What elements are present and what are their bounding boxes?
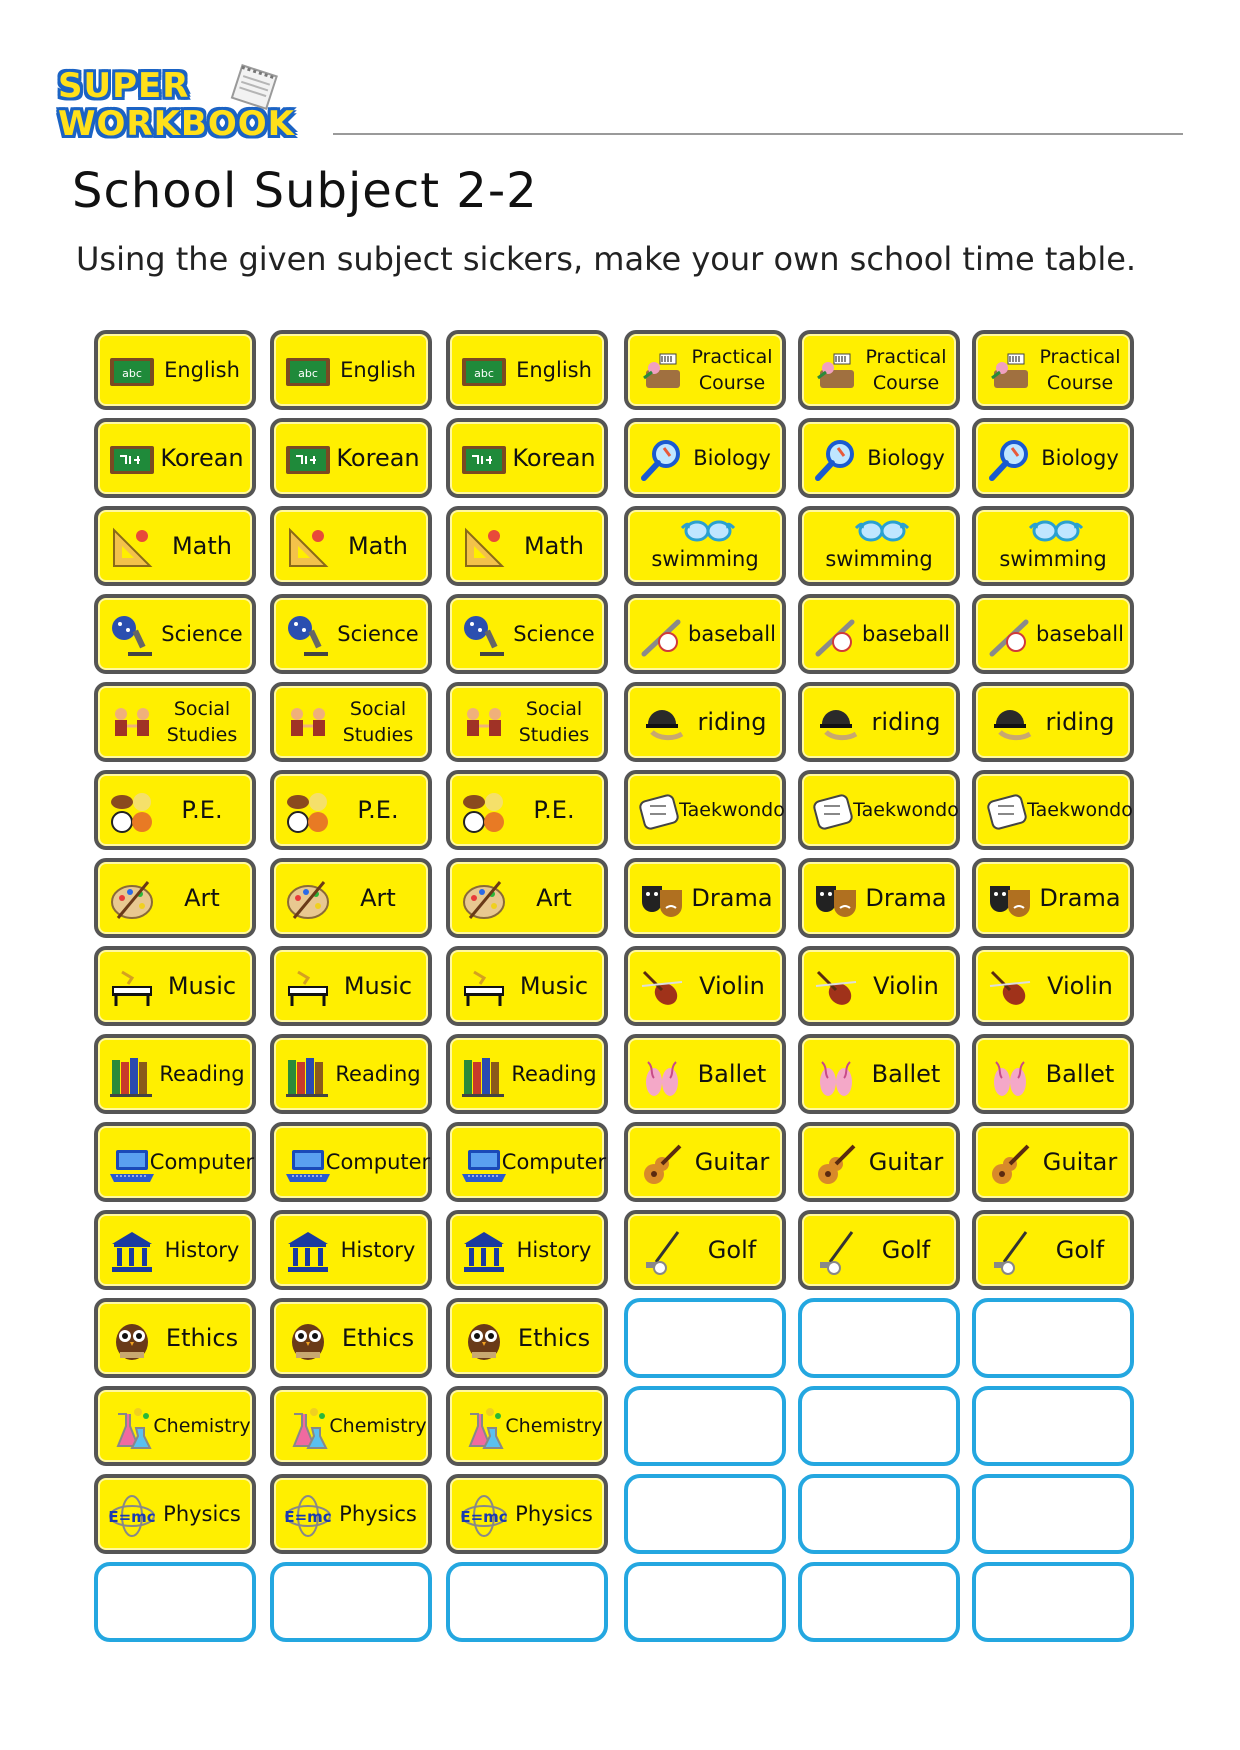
svg-text:E=mc: E=mc — [460, 1508, 508, 1526]
sticker-history[interactable] — [94, 1210, 256, 1290]
theater-masks-icon — [812, 876, 860, 924]
sticker-korean[interactable] — [94, 418, 256, 498]
sticker-label: swimming — [651, 547, 759, 571]
sticker-label: Violin — [699, 972, 765, 1000]
goggles-icon — [854, 516, 910, 546]
sticker-taekwondo[interactable] — [624, 770, 786, 850]
sticker-chemistry[interactable] — [94, 1386, 256, 1466]
sticker-riding[interactable] — [972, 682, 1134, 762]
sticker-label: Ballet — [697, 1060, 767, 1088]
sticker-label: Physics — [515, 1502, 593, 1526]
sticker-violin[interactable] — [624, 946, 786, 1026]
museum-icon — [460, 1228, 508, 1276]
sticker-label: Drama — [865, 884, 947, 912]
sticker-label: Korean — [512, 444, 596, 472]
sticker-label: Chemistry — [153, 1415, 251, 1437]
sticker-reading[interactable] — [94, 1034, 256, 1114]
sticker-guitar[interactable] — [972, 1122, 1134, 1202]
microscope-icon — [108, 612, 156, 660]
sticker-chemistry[interactable] — [270, 1386, 432, 1466]
instructions-text: Using the given subject sickers, make your own school time table. — [76, 240, 1137, 278]
sticker-computer[interactable] — [446, 1122, 608, 1202]
ballet-shoes-icon — [638, 1052, 686, 1100]
guitar-icon — [812, 1140, 860, 1188]
sticker-label: Reading — [511, 1062, 597, 1086]
blank-sticker-slot[interactable] — [446, 1562, 608, 1642]
sticker-label: Social Studies — [518, 698, 590, 746]
sticker-korean[interactable] — [446, 418, 608, 498]
sticker-label: Drama — [691, 884, 773, 912]
ballet-shoes-icon — [986, 1052, 1034, 1100]
microscope-icon — [460, 612, 508, 660]
sticker-english[interactable] — [270, 330, 432, 410]
sticker-drama[interactable] — [798, 858, 960, 938]
sticker-ballet[interactable] — [972, 1034, 1134, 1114]
sticker-ethics[interactable] — [270, 1298, 432, 1378]
blank-sticker-slot[interactable] — [624, 1298, 786, 1378]
violin-icon — [986, 964, 1034, 1012]
ballet-shoes-icon — [812, 1052, 860, 1100]
sticker-riding[interactable] — [624, 682, 786, 762]
sticker-swimming[interactable] — [798, 506, 960, 586]
sticker-social-studies[interactable] — [270, 682, 432, 762]
sticker-label: Computer — [149, 1150, 255, 1174]
sticker-label: Music — [343, 972, 413, 1000]
goggles-icon — [1028, 516, 1084, 546]
emc2-icon — [284, 1492, 332, 1540]
sticker-label: Ballet — [1045, 1060, 1115, 1088]
sticker-ballet[interactable] — [624, 1034, 786, 1114]
baseball-bat-icon — [638, 612, 686, 660]
blank-sticker-slot[interactable] — [972, 1298, 1134, 1378]
sticker-label: Golf — [707, 1236, 757, 1264]
sticker-computer[interactable] — [270, 1122, 432, 1202]
flask-icon — [284, 1404, 332, 1452]
piano-icon — [460, 964, 508, 1012]
sticker-taekwondo[interactable] — [972, 770, 1134, 850]
sticker-label: Taekwondo — [679, 799, 785, 821]
logo-line-2: WORKBOOK — [58, 104, 296, 144]
theater-masks-icon — [638, 876, 686, 924]
sticker-golf[interactable] — [972, 1210, 1134, 1290]
page-title: School Subject 2-2 — [72, 163, 538, 219]
sticker-label: riding — [1045, 708, 1115, 736]
sticker-label: Physics — [163, 1502, 241, 1526]
sticker-baseball[interactable] — [798, 594, 960, 674]
sticker-label: Guitar — [694, 1148, 770, 1176]
sticker-riding[interactable] — [798, 682, 960, 762]
sticker-label: Taekwondo — [853, 799, 959, 821]
owl-icon — [108, 1316, 156, 1364]
sticker-label: Guitar — [868, 1148, 944, 1176]
sticker-physics[interactable] — [270, 1474, 432, 1554]
sticker-label: Korean — [160, 444, 244, 472]
chalkboard-korean-icon — [284, 436, 332, 484]
flask-icon — [108, 1404, 156, 1452]
golf-club-icon — [638, 1228, 686, 1276]
sticker-label: riding — [871, 708, 941, 736]
blank-sticker-slot[interactable] — [624, 1474, 786, 1554]
sticker-label: P.E. — [181, 796, 223, 824]
sticker-label: English — [164, 358, 240, 382]
blank-sticker-slot[interactable] — [624, 1386, 786, 1466]
sticker-violin[interactable] — [972, 946, 1134, 1026]
paint-palette-icon — [284, 876, 332, 924]
sticker-label: swimming — [825, 547, 933, 571]
sticker-label: Biology — [867, 446, 945, 470]
sticker-history[interactable] — [270, 1210, 432, 1290]
sticker-practical-course[interactable] — [798, 330, 960, 410]
emc2-icon — [460, 1492, 508, 1540]
books-icon — [284, 1052, 332, 1100]
sticker-computer[interactable] — [94, 1122, 256, 1202]
sticker-label: Taekwondo — [1027, 799, 1133, 821]
sticker-p-e[interactable] — [270, 770, 432, 850]
sticker-label: Practical Course — [691, 346, 773, 394]
sticker-label: Ethics — [165, 1324, 239, 1352]
sticker-baseball[interactable] — [624, 594, 786, 674]
sticker-swimming[interactable] — [624, 506, 786, 586]
riding-helmet-icon — [638, 700, 686, 748]
sticker-grid — [94, 330, 1142, 1670]
svg-text:abc: abc — [122, 367, 142, 380]
violin-icon — [638, 964, 686, 1012]
sticker-label: Art — [536, 884, 572, 912]
cutting-board-icon — [986, 348, 1034, 396]
sticker-violin[interactable] — [798, 946, 960, 1026]
sticker-label: Chemistry — [329, 1415, 427, 1437]
blank-sticker-slot[interactable] — [270, 1562, 432, 1642]
sticker-golf[interactable] — [624, 1210, 786, 1290]
golf-club-icon — [986, 1228, 1034, 1276]
cutting-board-icon — [638, 348, 686, 396]
sticker-math[interactable] — [270, 506, 432, 586]
sticker-label: Computer — [501, 1150, 607, 1174]
svg-text:E=mc: E=mc — [284, 1508, 332, 1526]
goggles-icon — [680, 516, 736, 546]
sticker-physics[interactable] — [94, 1474, 256, 1554]
owl-icon — [284, 1316, 332, 1364]
sticker-music[interactable] — [446, 946, 608, 1026]
sticker-label: Music — [519, 972, 589, 1000]
sticker-label: Science — [337, 622, 419, 646]
sticker-label: baseball — [862, 622, 950, 646]
blank-sticker-slot[interactable] — [798, 1562, 960, 1642]
violin-icon — [812, 964, 860, 1012]
blank-sticker-slot[interactable] — [798, 1386, 960, 1466]
sticker-label: Ballet — [871, 1060, 941, 1088]
header-divider — [333, 133, 1183, 135]
sticker-label: Physics — [339, 1502, 417, 1526]
blank-sticker-slot[interactable] — [972, 1386, 1134, 1466]
sticker-science[interactable] — [270, 594, 432, 674]
sticker-label: Violin — [873, 972, 939, 1000]
sticker-label: Ethics — [341, 1324, 415, 1352]
theater-masks-icon — [986, 876, 1034, 924]
sticker-label: Music — [167, 972, 237, 1000]
golf-club-icon — [812, 1228, 860, 1276]
sticker-biology[interactable] — [972, 418, 1134, 498]
sticker-label: Math — [171, 532, 233, 560]
sticker-label: swimming — [999, 547, 1107, 571]
sticker-math[interactable] — [446, 506, 608, 586]
sticker-label: Reading — [159, 1062, 245, 1086]
sticker-music[interactable] — [94, 946, 256, 1026]
guitar-icon — [638, 1140, 686, 1188]
sports-balls-icon — [460, 788, 508, 836]
sticker-label: Reading — [335, 1062, 421, 1086]
riding-helmet-icon — [812, 700, 860, 748]
sticker-social-studies[interactable] — [94, 682, 256, 762]
sticker-label: P.E. — [357, 796, 399, 824]
svg-text:abc: abc — [474, 367, 494, 380]
piano-icon — [108, 964, 156, 1012]
sticker-english[interactable] — [94, 330, 256, 410]
sticker-math[interactable] — [94, 506, 256, 586]
flask-icon — [460, 1404, 508, 1452]
chalkboard-korean-icon — [108, 436, 156, 484]
children-icon — [460, 700, 508, 748]
sticker-label: English — [340, 358, 416, 382]
guitar-icon — [986, 1140, 1034, 1188]
sticker-music[interactable] — [270, 946, 432, 1026]
sticker-label: History — [164, 1238, 240, 1262]
sticker-art[interactable] — [446, 858, 608, 938]
sticker-label: History — [340, 1238, 416, 1262]
sticker-label: Biology — [1041, 446, 1119, 470]
blank-sticker-slot[interactable] — [94, 1562, 256, 1642]
chalkboard-abc-icon — [284, 348, 332, 396]
sticker-practical-course[interactable] — [624, 330, 786, 410]
sticker-label: Art — [184, 884, 220, 912]
sticker-label: baseball — [1036, 622, 1124, 646]
sticker-label: Ethics — [517, 1324, 591, 1352]
sticker-english[interactable] — [446, 330, 608, 410]
owl-icon — [460, 1316, 508, 1364]
sticker-baseball[interactable] — [972, 594, 1134, 674]
sticker-art[interactable] — [94, 858, 256, 938]
chalkboard-korean-icon — [460, 436, 508, 484]
sticker-korean[interactable] — [270, 418, 432, 498]
sports-balls-icon — [284, 788, 332, 836]
sticker-guitar[interactable] — [624, 1122, 786, 1202]
chalkboard-abc-icon — [108, 348, 156, 396]
laptop-icon — [460, 1140, 508, 1188]
ruler-triangle-icon — [108, 524, 156, 572]
sticker-reading[interactable] — [270, 1034, 432, 1114]
microscope-icon — [284, 612, 332, 660]
sticker-p-e[interactable] — [94, 770, 256, 850]
sticker-ethics[interactable] — [446, 1298, 608, 1378]
sticker-label: riding — [697, 708, 767, 736]
riding-helmet-icon — [986, 700, 1034, 748]
sticker-label: Science — [161, 622, 243, 646]
sticker-label: Drama — [1039, 884, 1121, 912]
books-icon — [460, 1052, 508, 1100]
sticker-science[interactable] — [94, 594, 256, 674]
blank-sticker-slot[interactable] — [972, 1474, 1134, 1554]
sticker-chemistry[interactable] — [446, 1386, 608, 1466]
sticker-label: Social Studies — [342, 698, 414, 746]
piano-icon — [284, 964, 332, 1012]
sticker-label: Math — [523, 532, 585, 560]
sticker-label: Practical Course — [1039, 346, 1121, 394]
sticker-science[interactable] — [446, 594, 608, 674]
sticker-label: Guitar — [1042, 1148, 1118, 1176]
museum-icon — [284, 1228, 332, 1276]
paint-palette-icon — [460, 876, 508, 924]
super-workbook-logo — [58, 64, 328, 152]
logo-line-1: SUPER — [58, 66, 190, 106]
laptop-icon — [108, 1140, 156, 1188]
sticker-label: Math — [347, 532, 409, 560]
sticker-label: Violin — [1047, 972, 1113, 1000]
sticker-art[interactable] — [270, 858, 432, 938]
sticker-golf[interactable] — [798, 1210, 960, 1290]
laptop-icon — [284, 1140, 332, 1188]
sticker-label: Practical Course — [865, 346, 947, 394]
children-icon — [108, 700, 156, 748]
sticker-label: Art — [360, 884, 396, 912]
books-icon — [108, 1052, 156, 1100]
ruler-triangle-icon — [284, 524, 332, 572]
sticker-drama[interactable] — [972, 858, 1134, 938]
baseball-bat-icon — [986, 612, 1034, 660]
emc2-icon — [108, 1492, 156, 1540]
sticker-label: Social Studies — [166, 698, 238, 746]
ruler-triangle-icon — [460, 524, 508, 572]
sticker-guitar[interactable] — [798, 1122, 960, 1202]
cutting-board-icon — [812, 348, 860, 396]
sticker-practical-course[interactable] — [972, 330, 1134, 410]
sticker-label: History — [516, 1238, 592, 1262]
sticker-label: Korean — [336, 444, 420, 472]
sticker-label: Biology — [693, 446, 771, 470]
chalkboard-abc-icon — [460, 348, 508, 396]
sticker-label: Chemistry — [505, 1415, 603, 1437]
museum-icon — [108, 1228, 156, 1276]
sports-balls-icon — [108, 788, 156, 836]
sticker-label: baseball — [688, 622, 776, 646]
magnifier-icon — [638, 436, 686, 484]
magnifier-icon — [986, 436, 1034, 484]
blank-sticker-slot[interactable] — [624, 1562, 786, 1642]
svg-text:E=mc: E=mc — [108, 1508, 156, 1526]
sticker-label: English — [516, 358, 592, 382]
magnifier-icon — [812, 436, 860, 484]
sticker-p-e[interactable] — [446, 770, 608, 850]
sticker-taekwondo[interactable] — [798, 770, 960, 850]
baseball-bat-icon — [812, 612, 860, 660]
sticker-ballet[interactable] — [798, 1034, 960, 1114]
sticker-biology[interactable] — [624, 418, 786, 498]
sticker-biology[interactable] — [798, 418, 960, 498]
blank-sticker-slot[interactable] — [798, 1474, 960, 1554]
sticker-ethics[interactable] — [94, 1298, 256, 1378]
blank-sticker-slot[interactable] — [798, 1298, 960, 1378]
sticker-label: Golf — [881, 1236, 931, 1264]
sticker-physics[interactable] — [446, 1474, 608, 1554]
sticker-history[interactable] — [446, 1210, 608, 1290]
sticker-swimming[interactable] — [972, 506, 1134, 586]
sticker-reading[interactable] — [446, 1034, 608, 1114]
blank-sticker-slot[interactable] — [972, 1562, 1134, 1642]
sticker-drama[interactable] — [624, 858, 786, 938]
paint-palette-icon — [108, 876, 156, 924]
notepad-icon — [226, 64, 282, 112]
children-icon — [284, 700, 332, 748]
sticker-label: Science — [513, 622, 595, 646]
svg-text:abc: abc — [298, 367, 318, 380]
sticker-label: P.E. — [533, 796, 575, 824]
sticker-label: Golf — [1055, 1236, 1105, 1264]
sticker-social-studies[interactable] — [446, 682, 608, 762]
sticker-label: Computer — [325, 1150, 431, 1174]
